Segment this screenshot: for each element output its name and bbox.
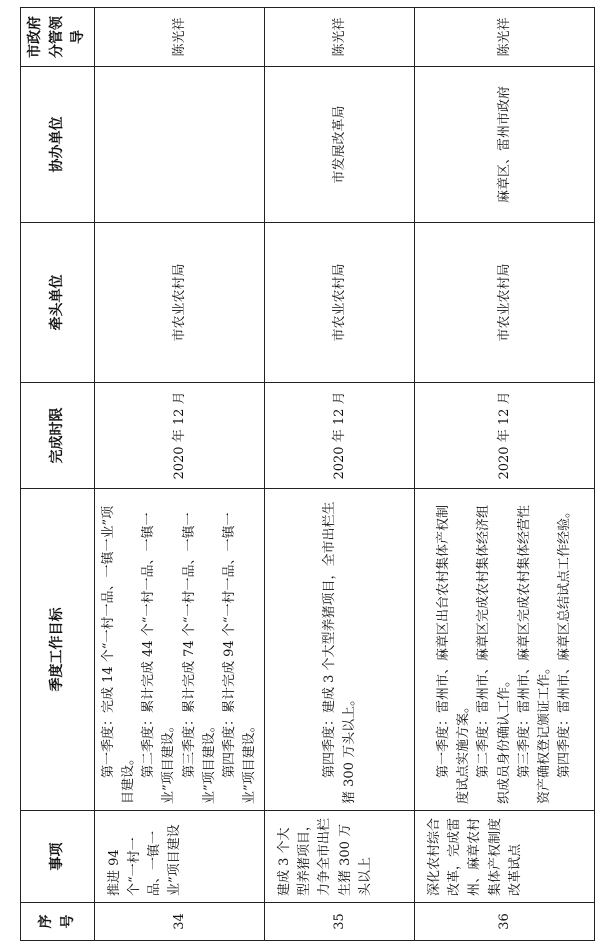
row-assist: 麻章区、雷州市政府: [415, 67, 595, 223]
goal-line: 第四季度：雷州市、麻章区总结试点工作经验。: [557, 504, 573, 778]
row-assist: [95, 67, 265, 223]
row-leader: 陈光祥: [265, 8, 415, 67]
goal-line: 第二季度：累计完成 44 个“一村一品、一镇一业”项目建设。: [141, 512, 177, 804]
header-lead: 牵头单位: [21, 223, 95, 383]
goal-line: 第三季度：累计完成 74 个“一村一品、一镇一业”项目建设。: [181, 512, 217, 804]
row-lead: 市农业农村局: [415, 223, 595, 383]
row-goal: [95, 489, 265, 811]
table-row: [415, 8, 595, 941]
goal-line: 第三季度：雷州市、麻章区完成农村集体经营性资产确权登记颁证工作。: [516, 504, 552, 804]
header-deadline: 完成时限: [21, 383, 95, 489]
goal-line: 第四季度：建成 3 个大型养猪项目，全市出栏生猪 300 万头以上。: [321, 501, 357, 804]
goal-line: 第一季度：雷州市、麻章区出台农村集体产权制度试点实施方案。: [436, 504, 472, 804]
row-deadline: 2020 年 12 月: [95, 383, 265, 489]
row-seq: 35: [265, 903, 415, 941]
row-item: 深化农村综合改革，完成雷州、麻章农村集体产权制度改革试点: [415, 811, 595, 903]
header-seq: 序号: [21, 903, 95, 941]
row-lead: 市农业农村局: [95, 223, 265, 383]
row-item: 推进 94 个“一村一品、一镇一业”项目建设: [95, 811, 265, 903]
header-assist: 协办单位: [21, 67, 95, 223]
row-leader: 陈光祥: [415, 8, 595, 67]
goal-line: 第一季度：完成 14 个“一村一品、一镇一业”项目建设。: [101, 505, 137, 804]
row-item: 建成 3 个大型养猪项目，力争全市出栏生猪 300 万头以上: [265, 811, 415, 903]
row-seq: 34: [95, 903, 265, 941]
header-item: 事项: [21, 811, 95, 903]
goal-line: 第四季度：累计完成 94 个“一村一品、一镇一业”项目建设。: [221, 512, 258, 804]
row-leader: 陈光祥: [95, 8, 265, 67]
row-lead: 市农业农村局: [265, 223, 415, 383]
header-goal: 季度工作目标: [21, 489, 95, 811]
row-deadline: 2020 年 12 月: [415, 383, 595, 489]
row-deadline: 2020 年 12 月: [265, 383, 415, 489]
header-leader: 市政府分管领导: [21, 8, 95, 67]
table-row: [95, 8, 265, 941]
row-seq: 36: [415, 903, 595, 941]
row-goal: [265, 489, 415, 811]
table-row: [265, 8, 415, 941]
header-row: [21, 8, 95, 941]
goal-line: 第二季度：雷州市、麻章区完成农村集体经济组织成员身份确认工作。: [476, 504, 512, 804]
task-table: [20, 7, 595, 941]
row-assist: 市发展改革局: [265, 67, 415, 223]
row-goal: [415, 489, 595, 811]
